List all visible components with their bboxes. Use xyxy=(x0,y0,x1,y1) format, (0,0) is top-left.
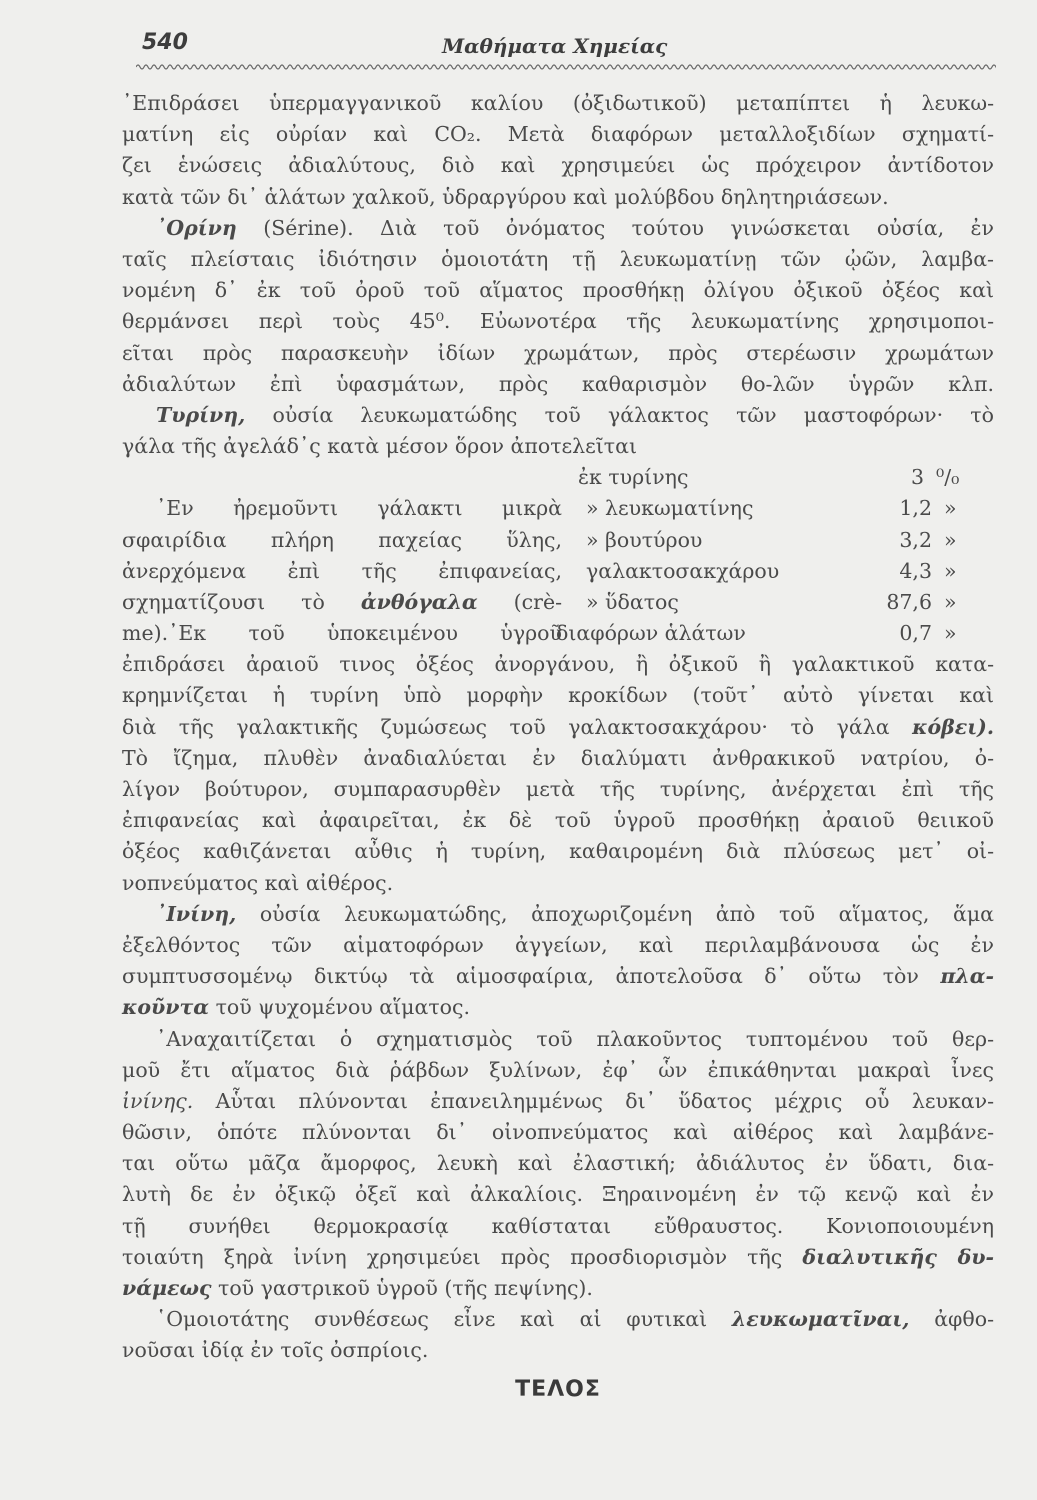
component-value: 3,2 xyxy=(899,527,932,552)
text-span: Αὗται πλύνονται ἐπανειλημμένως δι᾿ ὕδατος μέχρις οὗ λευκαν- xyxy=(193,1088,994,1113)
text-line xyxy=(122,899,994,930)
text-line: ᾿Αναχαιτίζεται ὁ σχηματισμὸς τοῦ πλακοῦντος τυπτομένου τοῦ θερ- xyxy=(156,1026,994,1051)
intro-paragraph xyxy=(122,88,994,213)
procedure-paragraph xyxy=(122,1024,994,1305)
text-line: νομένη δ᾿ ἐκ τοῦ ὀροῦ τοῦ αἵματος προσθήκῃ ὀλίγου ὀξικοῦ ὀξέος καὶ xyxy=(122,278,994,303)
component-value: 4,3 xyxy=(899,558,932,583)
text-line: ζει ἑνώσεις ἀδιαλύτους, διὸ καὶ χρησιμεύει ὡς πρόχειρον ἀντίδοτον xyxy=(122,153,994,178)
composition-table xyxy=(556,462,996,649)
text-line: ἐξελθόντος τῶν αἱματοφόρων ἀγγείων, καὶ περιλαμβάνουσα ὡς ἐν xyxy=(122,932,994,957)
term-plant-albumins: λευκωματῖναι, xyxy=(731,1307,910,1332)
text-line: ᾿Επιδράσει ὑπερμαγγανικοῦ καλίου (ὀξιδωτικοῦ) μεταπίπτει ἡ λευκω- xyxy=(122,91,994,115)
text-line: me).᾿Εκ τοῦ ὑποκειμένου ὑγροῦ xyxy=(122,621,562,646)
text-line xyxy=(122,712,994,743)
milk-composition-block xyxy=(122,462,994,649)
text-line: θερμάνσει περὶ τοὺς 45⁰. Εὐωνοτέρα τῆς λευκωματίνης χρησιμοποι- xyxy=(122,309,994,334)
text-span: οὐσία λευκωματώδης τοῦ γάλακτος τῶν μαστοφόρων· τὸ xyxy=(245,402,994,427)
text-line: ἀδιαλύτων ἐπὶ ὑφασμάτων, πρὸς καθαρισμὸν θο-λῶν ὑγρῶν κλπ. xyxy=(122,371,994,396)
component-unit: ⁰/₀ xyxy=(936,465,960,490)
text-span: οὐσία λευκωματώδης, ἀποχωριζομένη ἀπὸ τοῦ αἵματος, ἅμα xyxy=(236,901,994,926)
casein-paragraph xyxy=(122,400,994,899)
closing-paragraph xyxy=(122,1304,994,1366)
composition-row xyxy=(586,587,996,618)
text-line xyxy=(122,961,994,992)
component-unit: » xyxy=(944,558,957,583)
text-line xyxy=(122,213,994,244)
text-span: ῾Ομοιοτάτης συνθέσεως εἶνε καὶ αἱ φυτικαὶ xyxy=(156,1307,732,1332)
text-line xyxy=(122,992,994,1023)
composition-row xyxy=(586,556,996,587)
text-span: σχηματίζουσι τὸ xyxy=(122,590,361,614)
composition-row xyxy=(556,618,966,649)
composition-row xyxy=(586,493,996,524)
text-line: μοῦ ἔτι αἵματος διὰ ῥάβδων ξυλίνων, ἐφ᾿ ὧν ἐπικάθηνται μακραὶ ἶνες xyxy=(122,1057,994,1082)
text-span: συμπτυσσομένῳ δικτύῳ τὰ αἱμοσφαίρια, ἀποτελοῦσα δ᾿ οὕτω τὸν xyxy=(122,964,941,989)
term-serine: ᾿Ορίνη xyxy=(156,215,237,240)
wavy-rule-divider xyxy=(136,62,996,72)
running-title: Μαθήματα Χημείας xyxy=(442,34,668,58)
composition-row xyxy=(586,525,996,556)
text-line xyxy=(122,1273,994,1304)
term-cream: ἀνθόγαλα xyxy=(360,590,478,614)
term-inine: ᾿Ινίνη, xyxy=(156,901,237,926)
component-unit: » xyxy=(944,496,957,521)
text-span: (crè- xyxy=(477,590,562,614)
text-line: ἐπιφανείας καὶ ἀφαιρεῖται, ἐκ δὲ τοῦ ὑγροῦ προσθήκῃ ἀραιοῦ θειικοῦ xyxy=(122,808,994,833)
text-line: λυτὴ δε ἐν ὀξικῷ ὀξεῖ καὶ ἀλκαλίοις. Ξηραινομένη ἐν τῷ κενῷ καὶ ἐν xyxy=(122,1182,994,1207)
text-line: ᾿Εν ἠρεμοῦντι γάλακτι μικρὰ xyxy=(156,496,562,521)
component-name: » ὕδατος xyxy=(586,590,679,614)
component-value: 0,7 xyxy=(899,621,932,646)
page-number: 540 xyxy=(142,30,188,55)
text-line: νοπνεύματος καὶ αἰθέρος. xyxy=(122,870,394,895)
text-line: εῖται πρὸς παρασκευὴν ἰδίων χρωμάτων, πρὸς στερέωσιν χρωμάτων xyxy=(122,340,994,365)
term-ininis: ἰνίνης. xyxy=(122,1088,194,1113)
component-name: γαλακτοσακχάρου xyxy=(586,558,780,583)
text-line: Τὸ ἴζημα, πλυθὲν ἀναδιαλύεται ἐν διαλύματι ἀνθρακικοῦ νατρίου, ὀ- xyxy=(122,745,994,770)
text-span: (Sérine). Διὰ τοῦ ὀνόματος τούτου γινώσκεται οὐσία, ἐν xyxy=(236,215,994,240)
text-span: τοῦ γαστρικοῦ ὑγροῦ (τῆς πεψίνης). xyxy=(211,1276,593,1300)
text-line: ται οὕτω μᾶζα ἄμορφος, λευκὴ καὶ ἐλαστική; ἀδιάλυτος ἐν ὕδατι, δια- xyxy=(122,1151,994,1176)
text-line: θῶσιν, ὁπότε πλύνονται δι᾿ οἰνοπνεύματος καὶ αἰθέρος καὶ λαμβάνε- xyxy=(122,1120,994,1145)
term-dissolving-power-cont: νάμεως xyxy=(122,1276,212,1300)
text-line: ὀξέος καθιζάνεται αὖθις ἡ τυρίνη, καθαιρομένη διὰ πλύσεως μετ᾿ οἰ- xyxy=(122,839,994,864)
text-line: σφαιρίδια πλήρη παχείας ὕλης, xyxy=(122,527,562,552)
page-body xyxy=(122,88,994,1402)
text-line xyxy=(122,1086,994,1117)
inine-paragraph xyxy=(122,899,994,1024)
composition-row xyxy=(578,462,988,493)
text-span: τοῦ ψυχομένου αἵματος. xyxy=(209,995,470,1020)
text-span: ἀφθο- xyxy=(909,1307,995,1332)
component-name: ἐκ τυρίνης xyxy=(578,465,689,490)
text-span: διὰ τῆς γαλακτικῆς ζυμώσεως τοῦ γαλακτοσακχάρου· τὸ γάλα xyxy=(122,714,913,739)
term-casein: Τυρίνη, xyxy=(156,402,246,427)
text-line: κρημνίζεται ἡ τυρίνη ὑπὸ μορφὴν κροκίδων (τοῦτ᾿ αὐτὸ γίνεται καὶ xyxy=(122,683,994,708)
component-name: διαφόρων ἁλάτων xyxy=(556,621,746,646)
text-line: ἐπιδράσει ἀραιοῦ τινος ὀξέος ἀνοργάνου, ἢ ὀξικοῦ ἢ γαλακτικοῦ κατα- xyxy=(122,652,994,677)
text-line: ταῖς πλείσταις ἰδιότησιν ὁμοιοτάτη τῇ λευκωματίνῃ τῶν ᾠῶν, λαμβα- xyxy=(122,246,994,271)
term-kobei: κόβει). xyxy=(912,714,994,739)
text-line xyxy=(122,1304,994,1335)
component-value: 1,2 xyxy=(899,496,932,521)
cream-text-column xyxy=(122,462,562,649)
component-name: » λευκωματίνης xyxy=(586,496,754,521)
spacer-line xyxy=(122,462,562,493)
text-line: τῇ συνήθει θερμοκρασίᾳ καθίσταται εὔθραυστος. Κονιοποιουμένη xyxy=(122,1213,994,1238)
term-plakous-cont: κοῦντα xyxy=(122,995,210,1020)
end-marker: ΤΕΛΟΣ xyxy=(515,1376,601,1402)
component-unit: » xyxy=(944,527,957,552)
text-line: λίγον βούτυρον, συμπαρασυρθὲν μετὰ τῆς τυρίνης, ἀνέρχεται ἐπὶ τῆς xyxy=(122,777,994,801)
component-value: 3 xyxy=(910,465,924,490)
serine-paragraph xyxy=(122,213,994,400)
text-line: ἀνερχόμενα ἐπὶ τῆς ἐπιφανείας, xyxy=(122,558,562,583)
text-line: ματίνη εἰς οὐρίαν καὶ CO₂. Μετὰ διαφόρων μεταλλοξιδίων σχηματί- xyxy=(122,122,994,147)
component-unit: » xyxy=(944,590,957,614)
term-plakous: πλα- xyxy=(940,964,994,989)
text-line: νοῦσαι ἰδίᾳ ἐν τοῖς ὀσπρίοις. xyxy=(122,1338,429,1363)
text-line xyxy=(122,587,562,618)
page-header xyxy=(142,22,994,72)
text-span: τοιαύτη ξηρὰ ἰνίνη χρησιμεύει πρὸς προσδιορισμὸν τῆς xyxy=(122,1244,803,1269)
component-unit: » xyxy=(944,621,957,646)
text-line: κατὰ τῶν δι᾿ ἁλάτων χαλκοῦ, ὑδραργύρου καὶ μολύβδου δηλητηριάσεων. xyxy=(122,184,889,209)
text-line xyxy=(122,1242,994,1273)
term-dissolving-power: διαλυτικῆς δυ- xyxy=(802,1244,994,1269)
text-line xyxy=(122,400,994,431)
text-line: γάλα τῆς ἀγελάδ᾿ς κατὰ μέσον ὅρον ἀποτελεῖται xyxy=(122,434,638,459)
component-value: 87,6 xyxy=(886,590,932,614)
component-name: » βουτύρου xyxy=(586,527,703,552)
